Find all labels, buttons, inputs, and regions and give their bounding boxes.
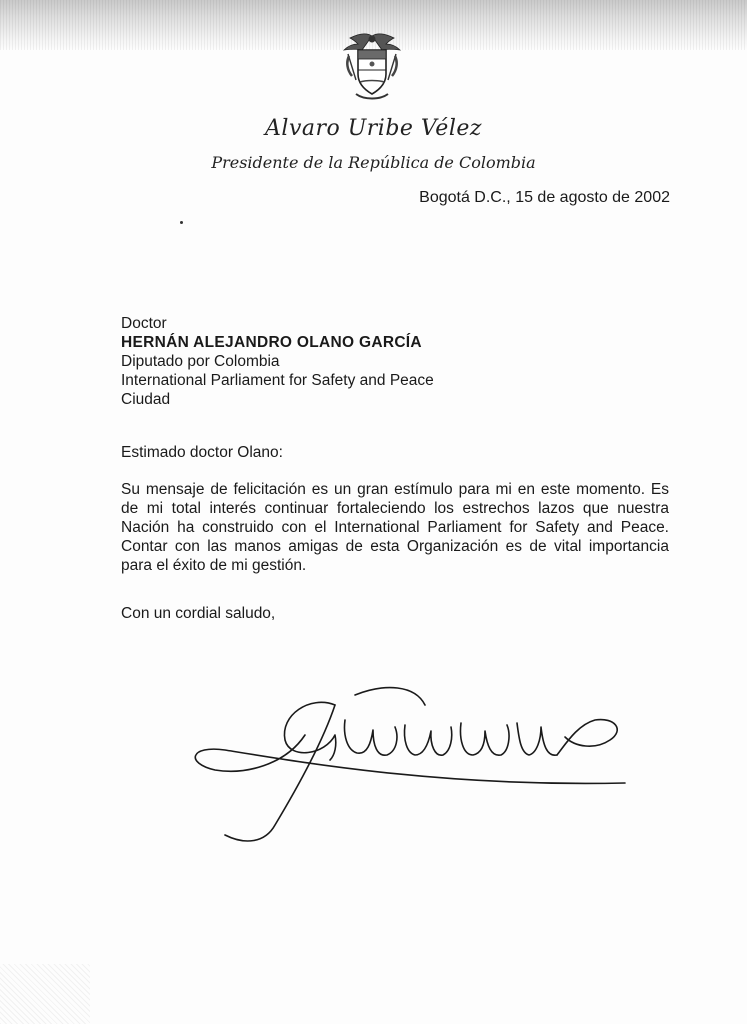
letterhead-name: Alvaro Uribe Vélez [265,116,482,141]
date-line: Bogotá D.C., 15 de agosto de 2002 [419,189,670,206]
recipient-honorific: Doctor [121,315,167,332]
scan-speck [180,221,183,224]
body-paragraph: Su mensaje de felicitación es un gran estímulo para mi en este momento. Es de mi total interés continuar fortaleciendo los estrechos lazos que nuestra Nación ha construido con el International Parliament for Safety and Peace. Contar con las manos amigas de esta Organización es de vital importancia para el éxito de mi gestión. [121,481,669,574]
recipient-organization: International Parliament for Safety and Peace [121,372,434,389]
closing: Con un cordial saludo, [121,605,276,622]
recipient-position: Diputado por Colombia [121,353,280,370]
recipient-block [121,314,434,409]
colombia-coat-of-arms-icon [340,30,404,102]
scan-noise-corner [0,964,90,1024]
salutation: Estimado doctor Olano: [121,444,283,461]
recipient-name: HERNÁN ALEJANDRO OLANO GARCÍA [121,334,422,351]
handwritten-signature-icon [185,675,635,865]
letterhead-title: Presidente de la República de Colombia [211,153,536,172]
recipient-city: Ciudad [121,391,171,408]
